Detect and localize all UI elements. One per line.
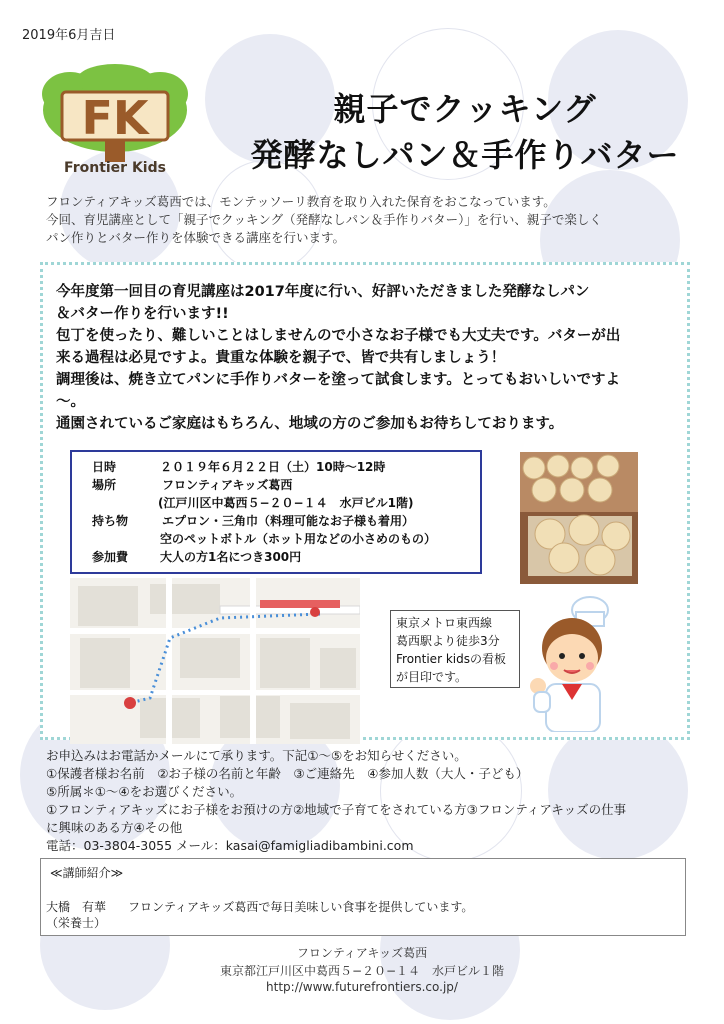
highlight-line: 今年度第一回目の育児講座は2017年度に行い、好評いただきました発酵なしパン (56, 284, 590, 300)
intro-line: フロンティアキッズ葛西では、モンテッソーリ教育を取り入れた保育をおこなっています。 (46, 194, 556, 209)
place-address: (江戸川区中葛西５−２０−１４ 水戸ビル1階) (158, 496, 414, 510)
date-label: 日時 (92, 460, 117, 474)
apply-line: ⑤所属＊①〜④をお選びください。 (46, 784, 243, 799)
apply-line: に興味のある方④その他 (46, 820, 183, 835)
access-line: 東京メトロ東西線 (396, 616, 493, 630)
instructor-description: フロンティアキッズ葛西で毎日美味しい食事を提供しています。 (128, 900, 474, 914)
page-title-line2: 発酵なしパン＆手作りバター (250, 136, 680, 174)
access-map (70, 578, 360, 744)
date-value: ２０１９年６月２２日（土）10時〜12時 (160, 460, 386, 474)
instructor-heading: ≪講師紹介≫ (50, 866, 124, 880)
fee-value: 大人の方1名につき300円 (160, 550, 302, 564)
footer-address: 東京都江戸川区中葛西５−２０−１４ 水戸ビル１階 (219, 964, 505, 978)
apply-line: ①フロンティアキッズにお子様をお預けの方②地域で子育てをされている方③フロンティアキッズの仕事 (46, 802, 627, 817)
items-value-1: エプロン・三角巾（料理可能なお子様も着用） (162, 514, 415, 528)
bg-circle (548, 720, 688, 860)
items-label: 持ち物 (92, 514, 129, 528)
highlight-line: ＆バター作りを行います!! (56, 306, 229, 322)
highlight-line: 通園されているご家庭はもちろん、地域の方のご参加もお待ちしております。 (56, 416, 564, 432)
page-title-line1: 親子でクッキング (333, 90, 597, 128)
place-label: 場所 (92, 478, 117, 492)
highlight-line: 包丁を使ったり、難しいことはしませんので小さなお子様でも大丈夫です。バターが出 (56, 328, 621, 344)
contact-line[interactable]: 電話：03-3804-3055 メール：kasai@famigliadibambini.com (46, 838, 414, 853)
instructor-box (40, 858, 686, 936)
station-marker-icon (310, 607, 320, 617)
highlight-line: 〜。 (56, 394, 85, 410)
issue-date: 2019年6月吉日 (22, 28, 116, 43)
footer-name: フロンティアキッズ葛西 (296, 946, 428, 960)
chef-boy-icon (528, 596, 618, 732)
logo-letters: FK (81, 91, 149, 145)
highlight-line: 調理後は、焼き立てパンに手作りバターを塗って試食します。とってもおいしいですよ (56, 372, 621, 388)
highlight-line: 来る過程は必見ですよ。貴重な体験を親子で、皆で共有しましょう！ (56, 350, 506, 366)
instructor-name: 大橋 有華 (46, 900, 107, 914)
access-line: 葛西駅より徒歩3分 (396, 634, 500, 648)
fee-label: 参加費 (92, 550, 129, 564)
footer-url[interactable]: http://www.futurefrontiers.co.jp/ (266, 980, 458, 994)
place-value: フロンティアキッズ葛西 (162, 478, 293, 492)
apply-line: お申込みはお電話かメールにて承ります。下記①〜⑤をお知らせください。 (46, 748, 467, 763)
frontier-kids-logo (40, 64, 190, 182)
intro-line: パン作りとバター作りを体験できる講座を行います。 (46, 230, 346, 245)
access-line: が目印です。 (396, 670, 468, 684)
chef-illustration (528, 596, 618, 732)
items-value-2: 空のペットボトル（ホット用などの小さめのもの） (160, 532, 437, 546)
logo-text: Frontier Kids (64, 160, 166, 176)
apply-line: ①保護者様お名前 ②お子様の名前と年齢 ③ご連絡先 ④参加人数（大人・子ども） (46, 766, 529, 781)
bread-photo (520, 452, 638, 584)
instructor-role: （栄養士） (46, 916, 107, 930)
intro-line: 今回、育児講座として「親子でクッキング（発酵なしパン＆手作りバター）」を行い、親子で楽しく (46, 212, 602, 227)
school-marker-icon (124, 697, 136, 709)
access-line: Frontier kidsの看板 (396, 652, 506, 666)
